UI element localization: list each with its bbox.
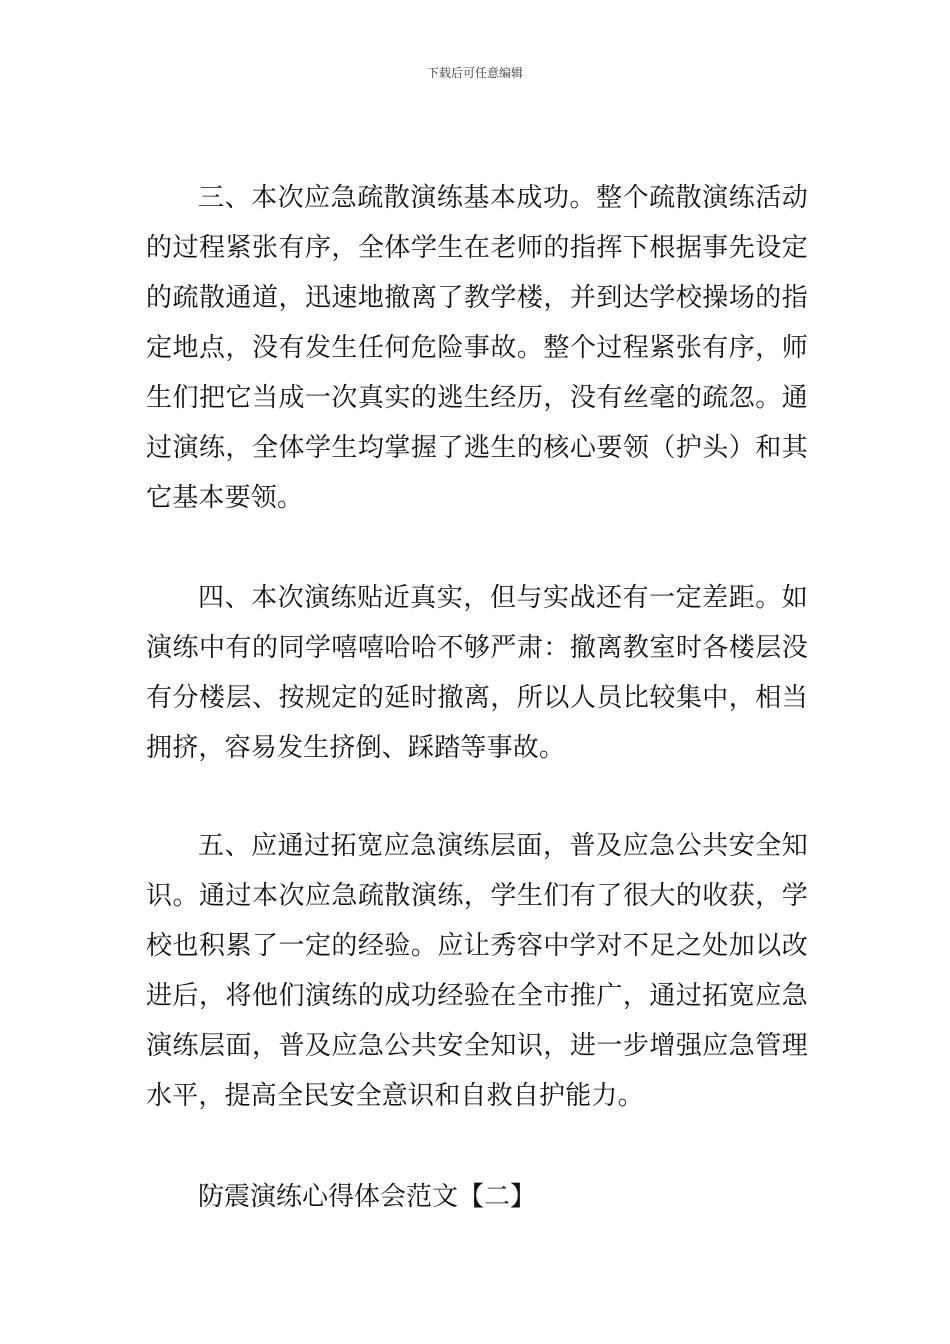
page-header-note: 下载后可任意编辑 (426, 66, 523, 80)
paragraph-three: 三、本次应急疏散演练基本成功。整个疏散演练活动的过程紧张有序，全体学生在老师的指挥下根据事先设定的疏散通道，迅速地撤离了教学楼，并到达学校操场的指定地点，没有发生任何危险事故。整个过程紧张有序，师生们把它当成一次真实的逃生经历，没有丝毫的疏忽。通过演练，全体学生均掌握了逃生的核心要领（护头）和其它基本要领。 (146, 183, 808, 513)
paragraph-five: 五、应通过拓宽应急演练层面，普及应急公共安全知识。通过本次应急疏散演练，学生们有了很大的收获，学校也积累了一定的经验。应让秀容中学对不足之处加以改进后，将他们演练的成功经验在全市推广，通过拓宽应急演练层面，普及应急公共安全知识，进一步增强应急管理水平，提高全民安全意识和自救自护能力。 (146, 831, 808, 1111)
section-heading: 防震演练心得体会范文【二】 (198, 1182, 537, 1212)
paragraph-four: 四、本次演练贴近真实，但与实战还有一定差距。如演练中有的同学嘻嘻哈哈不够严肃：撤离教室时各楼层没有分楼层、按规定的延时撤离，所以人员比较集中，相当拥挤，容易发生挤倒、踩踏等事故。 (146, 583, 808, 763)
